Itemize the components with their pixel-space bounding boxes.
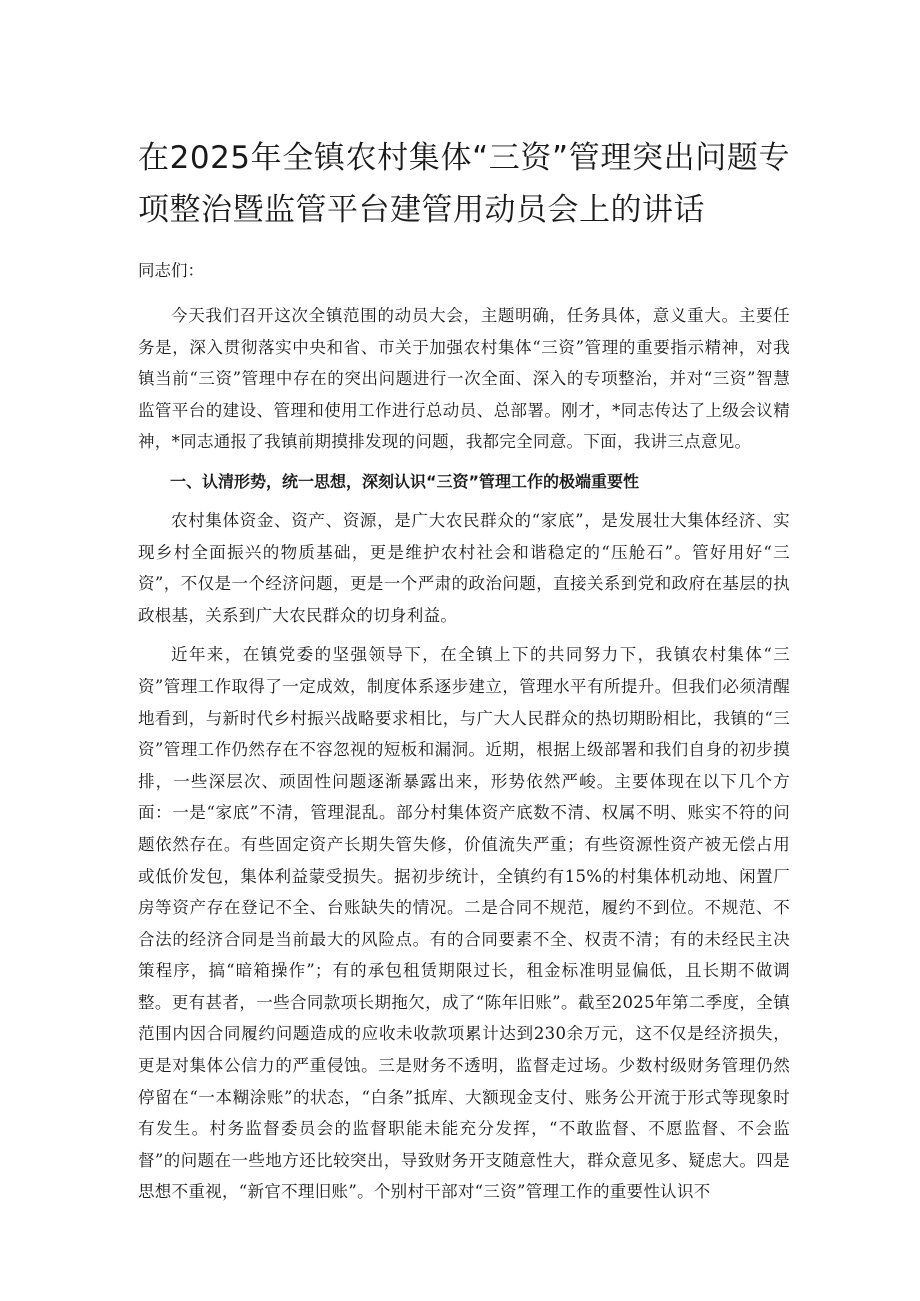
intro-paragraph: 今天我们召开这次全镇范围的动员大会，主题明确，任务具体，意义重大。主要任务是，深入贯彻落实中央和省、市关于加强农村集体“三资”管理的重要指示精神，对我镇当前“三资”管理中存在的突出问题进行一次全面、深入的专项整治，并对“三资”智慧监管平台的建设、管理和使用工作进行总动员、总部署。刚才，*同志传达了上级会议精神，*同志通报了我镇前期摸排发现的问题，我都完全同意。下面，我讲三点意见。	[138, 306, 790, 452]
section-heading-1: 一、认清形势，统一思想，深刻认识“三资”管理工作的极端重要性	[170, 471, 640, 491]
section1-paragraph-2: 近年来，在镇党委的坚强领导下，在全镇上下的共同努力下，我镇农村集体“三资”管理工作取得了一定成效，制度体系逐步建立，管理水平有所提升。但我们必须清醒地看到，与新时代乡村振兴战略要求相比，与广大人民群众的热切期盼相比，我镇的“三资”管理工作仍然存在不容忽视的短板和漏洞。近期，根据上级部署和我们自身的初步摸排，一些深层次、顽固性问题逐渐暴露出来，形势依然严峻。主要体现在以下几个方面：一是“家底”不清，管理混乱。部分村集体资产底数不清、权属不明、账实不符的问题依然存在。有些固定资产长期失管失修，价值流失严重；有些资源性资产被无偿占用或低价发包，集体利益蒙受损失。据初步统计，全镇约有15%的村集体机动地、闲置厂房等资产存在登记不全、台账缺失的情况。二是合同不规范，履约不到位。不规范、不合法的经济合同是当前最大的风险点。有的合同要素不全、权责不清；有的未经民主决策程序，搞“暗箱操作”；有的承包租赁期限过长，租金标准明显偏低，且长期不做调整。更有甚者，一些合同款项长期拖欠，成了“陈年旧账”。截至2025年第二季度，全镇范围内因合同履约问题造成的应收未收款项累计达到230余万元，这不仅是经济损失，更是对集体公信力的严重侵蚀。三是财务不透明，监督走过场。少数村级财务管理仍然停留在“一本糊涂账”的状态，“白条”抵库、大额现金支付、账务公开流于形式等现象时有发生。村务监督委员会的监督职能未能充分发挥，“不敢监督、不愿监督、不会监督”的问题在一些地方还比较突出，导致财务开支随意性大，群众意见多、疑虑大。四是思想不重视，“新官不理旧账”。个别村干部对“三资”管理工作的重要性认识不	[138, 645, 790, 1202]
document-title: 在2025年全镇农村集体“三资”管理突出问题专项整治暨监管平台建管用动员会上的讲话	[138, 140, 790, 228]
salutation: 同志们：	[138, 261, 204, 280]
section1-paragraph-1: 农村集体资金、资产、资源，是广大农民群众的“家底”，是发展壮大集体经济、实现乡村全面振兴的物质基础，更是维护农村社会和谐稳定的“压舱石”。管好用好“三资”，不仅是一个经济问题，更是一个严肃的政治问题，直接关系到党和政府在基层的执政根基，关系到广大农民群众的切身利益。	[138, 510, 790, 625]
